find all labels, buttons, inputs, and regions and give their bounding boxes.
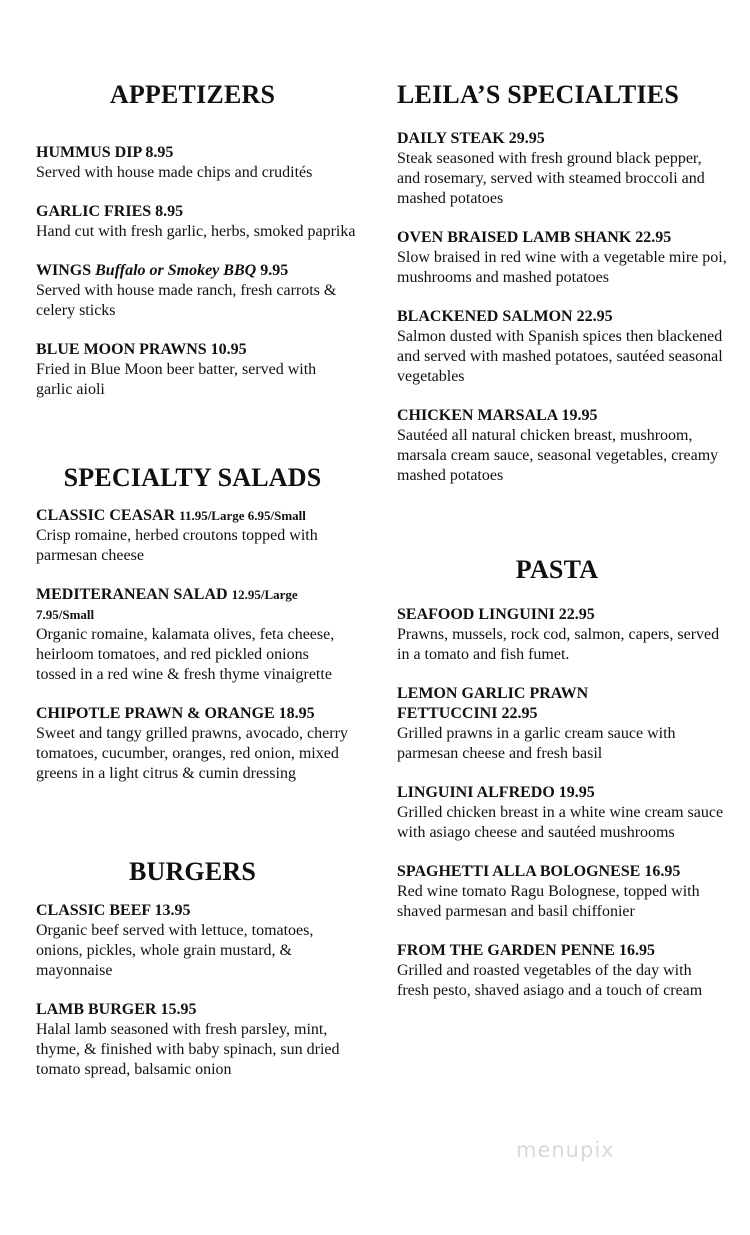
menu-item xyxy=(36,704,351,784)
item-name-text: WINGS xyxy=(36,262,96,279)
item-description: Red wine tomato Ragu Bolognese, topped with shaved parmesan and basil chiffonier xyxy=(397,883,700,920)
item-name: FROM THE GARDEN PENNE 16.95 xyxy=(397,942,655,959)
menu-item xyxy=(397,307,727,387)
item-description: Halal lamb seasoned with fresh parsley, mint, thyme, & finished with baby spinach, sun dried tomato spread, balsamic onion xyxy=(36,1021,340,1078)
item-price: 11.95/Large 6.95/Small xyxy=(179,508,306,523)
item-name: GARLIC FRIES 8.95 xyxy=(36,203,184,220)
item-name: HUMMUS DIP 8.95 xyxy=(36,144,174,161)
item-price: 12.95/Large 7.95/Small xyxy=(36,587,298,622)
menu-item xyxy=(397,228,727,288)
specialties-section xyxy=(397,80,727,486)
item-description: Grilled and roasted vegetables of the day with fresh pesto, shaved asiago and a touch of cream xyxy=(397,962,703,999)
menu-item xyxy=(36,585,351,685)
burgers-section xyxy=(36,857,346,1080)
item-description: Slow braised in red wine with a vegetable mire poi, mushrooms and mashed potatoes xyxy=(397,249,727,286)
item-name: OVEN BRAISED LAMB SHANK 22.95 xyxy=(397,229,672,246)
specialties-title: LEILA’S SPECIALTIES xyxy=(397,80,679,109)
item-name: BLACKENED SALMON 22.95 xyxy=(397,308,613,325)
item-name-options: Buffalo or Smokey BBQ xyxy=(95,262,257,279)
pasta-section xyxy=(397,555,727,1001)
item-name: CHICKEN MARSALA 19.95 xyxy=(397,407,598,424)
item-name: CLASSIC BEEF 13.95 xyxy=(36,902,191,919)
item-description: Prawns, mussels, rock cod, salmon, capers, served in a tomato and fish fumet. xyxy=(397,626,720,663)
item-description: Salmon dusted with Spanish spices then blackened and served with mashed potatoes, sautéed seasonal vegetables xyxy=(397,328,723,385)
item-name xyxy=(36,585,351,625)
menu-item xyxy=(397,406,727,486)
menu-item xyxy=(36,143,356,183)
menu-item xyxy=(36,340,356,400)
menu-item xyxy=(36,901,346,981)
item-description: Sweet and tangy grilled prawns, avocado, cherry tomatoes, cucumber, oranges, red onion, mixed greens in a light citrus & cumin dressing xyxy=(36,725,348,782)
appetizers-title: APPETIZERS xyxy=(109,80,276,109)
menu-item xyxy=(397,783,727,843)
menu-item xyxy=(397,862,727,922)
item-name: DAILY STEAK 29.95 xyxy=(397,130,545,147)
item-name-text: MEDITERANEAN SALAD xyxy=(36,586,232,603)
item-description: Steak seasoned with fresh ground black pepper, and rosemary, served with steamed broccoli and mashed potatoes xyxy=(397,150,705,207)
item-name: SPAGHETTI ALLA BOLOGNESE 16.95 xyxy=(397,863,681,880)
item-name: BLUE MOON PRAWNS 10.95 xyxy=(36,341,247,358)
item-description: Sautéed all natural chicken breast, mushroom, marsala cream sauce, seasonal vegetables, creamy mashed potatoes xyxy=(397,427,719,484)
menu-item xyxy=(36,261,356,321)
menupix-watermark: menupix xyxy=(516,1138,615,1162)
menu-item xyxy=(36,1000,346,1080)
item-name: SEAFOOD LINGUINI 22.95 xyxy=(397,606,595,623)
item-name-text: CLASSIC CEASAR xyxy=(36,507,180,524)
menu-item xyxy=(397,605,727,665)
salads-section xyxy=(36,463,351,784)
menu-item xyxy=(36,202,356,242)
item-name xyxy=(36,261,356,281)
item-name xyxy=(36,506,351,526)
item-description: Served with house made ranch, fresh carrots & celery sticks xyxy=(36,282,337,319)
item-description: Crisp romaine, herbed croutons topped with parmesan cheese xyxy=(36,527,318,564)
menu-item xyxy=(397,684,727,764)
menu-item xyxy=(36,506,351,566)
item-price: 9.95 xyxy=(256,262,289,279)
item-name: LAMB BURGER 15.95 xyxy=(36,1001,197,1018)
item-description: Served with house made chips and crudités xyxy=(36,164,313,181)
item-description: Organic beef served with lettuce, tomatoes, onions, pickles, whole grain mustard, & mayonnaise xyxy=(36,922,314,979)
pasta-title: PASTA xyxy=(515,555,599,584)
menu-item xyxy=(397,129,727,209)
item-description: Fried in Blue Moon beer batter, served with garlic aioli xyxy=(36,361,317,398)
burgers-title: BURGERS xyxy=(128,857,257,886)
item-description: Grilled prawns in a garlic cream sauce with parmesan cheese and fresh basil xyxy=(397,725,676,762)
item-name: LINGUINI ALFREDO 19.95 xyxy=(397,784,595,801)
item-description: Organic romaine, kalamata olives, feta cheese, heirloom tomatoes, and red pickled onions tossed in a red wine & fresh thyme vinaigrette xyxy=(36,626,335,683)
appetizers-section xyxy=(36,80,356,400)
item-description: Grilled chicken breast in a white wine cream sauce with asiago cheese and sautéed mushrooms xyxy=(397,804,724,841)
item-description: Hand cut with fresh garlic, herbs, smoked paprika xyxy=(36,223,356,240)
item-name: CHIPOTLE PRAWN & ORANGE 18.95 xyxy=(36,705,315,722)
item-name: LEMON GARLIC PRAWN FETTUCCINI 22.95 xyxy=(397,685,589,722)
menu-item xyxy=(397,941,727,1001)
salads-title: SPECIALTY SALADS xyxy=(63,463,322,492)
